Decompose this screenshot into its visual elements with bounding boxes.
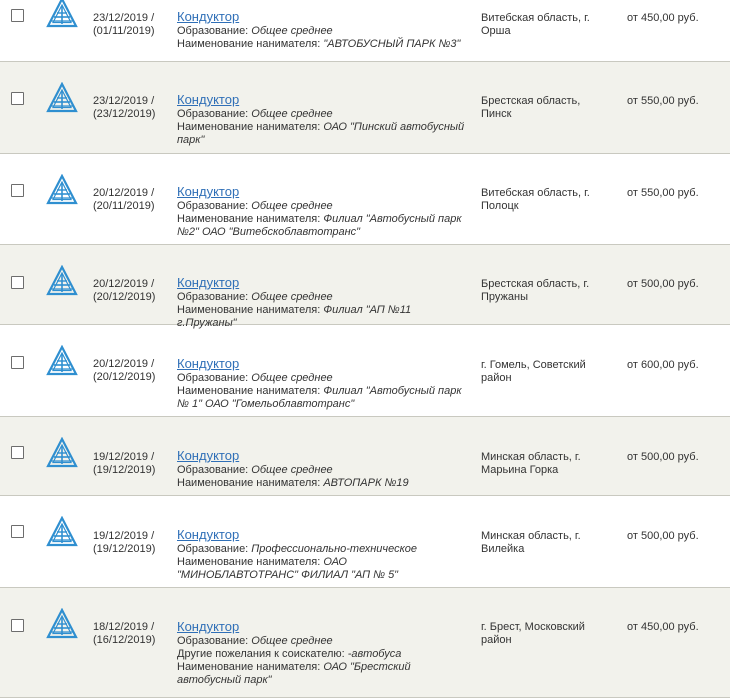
vacancy-details	[177, 25, 467, 51]
vacancy-info	[177, 275, 467, 330]
detail-value: ОАО "Пинский автобусный парк"	[177, 121, 465, 146]
vacancy-row	[0, 325, 730, 417]
original-date: (20/12/2019)	[93, 291, 156, 303]
detail-line	[177, 200, 467, 213]
select-checkbox[interactable]	[11, 9, 24, 22]
detail-line	[177, 38, 467, 51]
vacancy-title-link[interactable]: Кондуктор	[177, 619, 240, 634]
detail-value: Общее среднее	[251, 200, 333, 212]
posted-date: 20/12/2019 /	[93, 358, 155, 370]
detail-line	[177, 213, 467, 239]
posted-date: 23/12/2019 /	[93, 12, 155, 24]
vacancy-salary: от 600,00 руб.	[627, 359, 699, 371]
detail-line	[177, 661, 467, 687]
posted-date: 20/12/2019 /	[93, 278, 155, 290]
original-date: (23/12/2019)	[93, 108, 156, 120]
vacancy-location: Брестская область, г. Пружаны	[481, 278, 590, 303]
detail-label: Образование:	[177, 200, 252, 212]
publication-date	[93, 12, 159, 38]
detail-line	[177, 291, 467, 304]
vacancy-title-link[interactable]: Кондуктор	[177, 92, 240, 107]
publication-date	[93, 278, 159, 304]
original-date: (20/12/2019)	[93, 371, 156, 383]
vacancy-info	[177, 184, 467, 239]
original-date: (19/12/2019)	[93, 543, 156, 555]
select-checkbox[interactable]	[11, 92, 24, 105]
vacancy-salary: от 550,00 руб.	[627, 95, 699, 107]
vacancy-row	[0, 62, 730, 154]
original-date: (01/11/2019)	[93, 25, 155, 37]
detail-value: Общее среднее	[251, 25, 333, 37]
triangle-emblem-icon	[46, 608, 78, 640]
vacancy-row	[0, 417, 730, 496]
detail-line	[177, 464, 467, 477]
detail-label: Образование:	[177, 108, 252, 120]
detail-label: Образование:	[177, 372, 252, 384]
vacancy-info	[177, 92, 467, 147]
vacancy-details	[177, 464, 467, 490]
vacancy-location: Брестская область, Пинск	[481, 95, 581, 120]
detail-label: Наименование нанимателя:	[177, 556, 324, 568]
vacancy-title-link[interactable]: Кондуктор	[177, 448, 240, 463]
detail-label: Образование:	[177, 543, 252, 555]
vacancy-info	[177, 356, 467, 411]
triangle-emblem-icon	[46, 265, 78, 297]
detail-label: Наименование нанимателя:	[177, 38, 324, 50]
detail-label: Наименование нанимателя:	[177, 121, 324, 133]
vacancy-location: Витебская область, г. Полоцк	[481, 187, 590, 212]
vacancy-details	[177, 108, 467, 147]
vacancy-details	[177, 543, 467, 582]
vacancy-title-link[interactable]: Кондуктор	[177, 184, 240, 199]
detail-value: АВТОПАРК №19	[323, 477, 409, 489]
vacancy-salary: от 450,00 руб.	[627, 12, 699, 24]
posted-date: 19/12/2019 /	[93, 530, 155, 542]
original-date: (19/12/2019)	[93, 464, 156, 476]
publication-date	[93, 621, 159, 647]
detail-value: Филиал "АП №11 г.Пружаны"	[177, 304, 412, 329]
detail-label: Образование:	[177, 25, 252, 37]
vacancy-row	[0, 245, 730, 329]
vacancy-title-link[interactable]: Кондуктор	[177, 527, 240, 542]
vacancy-title-link[interactable]: Кондуктор	[177, 9, 240, 24]
detail-label: Образование:	[177, 291, 252, 303]
detail-line	[177, 556, 467, 582]
original-date: (16/12/2019)	[93, 634, 156, 646]
publication-date	[93, 530, 159, 556]
detail-label: Образование:	[177, 464, 252, 476]
triangle-emblem-icon	[46, 82, 78, 114]
vacancy-salary: от 500,00 руб.	[627, 530, 699, 542]
detail-value: Общее среднее	[251, 108, 333, 120]
vacancy-row	[0, 0, 730, 62]
detail-value: -автобуса	[347, 648, 402, 660]
select-checkbox[interactable]	[11, 184, 24, 197]
detail-value: Профессионально-техническое	[251, 543, 418, 555]
detail-value: Общее среднее	[251, 464, 333, 476]
vacancy-title-link[interactable]: Кондуктор	[177, 356, 240, 371]
original-date: (20/11/2019)	[93, 200, 155, 212]
select-checkbox[interactable]	[11, 525, 24, 538]
triangle-emblem-icon	[46, 516, 78, 548]
select-checkbox[interactable]	[11, 276, 24, 289]
detail-value: Общее среднее	[251, 372, 333, 384]
vacancy-row	[0, 154, 730, 245]
detail-label: Наименование нанимателя:	[177, 304, 324, 316]
detail-line	[177, 121, 467, 147]
vacancy-row	[0, 588, 730, 698]
vacancy-location: Витебская область, г. Орша	[481, 12, 590, 37]
vacancy-salary: от 500,00 руб.	[627, 278, 699, 290]
triangle-emblem-icon	[46, 0, 78, 29]
triangle-emblem-icon	[46, 345, 78, 377]
detail-label: Наименование нанимателя:	[177, 477, 324, 489]
detail-value: Общее среднее	[251, 635, 333, 647]
select-checkbox[interactable]	[11, 356, 24, 369]
vacancy-details	[177, 372, 467, 411]
posted-date: 20/12/2019 /	[93, 187, 155, 199]
detail-label: Наименование нанимателя:	[177, 385, 324, 397]
publication-date	[93, 95, 159, 121]
vacancy-info	[177, 448, 467, 490]
triangle-emblem-icon	[46, 437, 78, 469]
vacancy-location: г. Гомель, Советский район	[481, 359, 586, 384]
detail-line	[177, 372, 467, 385]
detail-line	[177, 108, 467, 121]
vacancy-salary: от 500,00 руб.	[627, 451, 699, 463]
detail-value: "АВТОБУСНЫЙ ПАРК №3"	[323, 38, 461, 50]
vacancy-details	[177, 200, 467, 239]
detail-line	[177, 385, 467, 411]
detail-label: Наименование нанимателя:	[177, 661, 324, 673]
detail-label: Другие пожелания к соискателю:	[177, 648, 348, 660]
vacancy-details	[177, 635, 467, 687]
detail-value: ОАО "МИНОБЛАВТОТРАНС" ФИЛИАЛ "АП № 5"	[177, 556, 399, 581]
select-checkbox[interactable]	[11, 446, 24, 459]
vacancy-location: Минская область, г. Вилейка	[481, 530, 581, 555]
detail-label: Наименование нанимателя:	[177, 213, 324, 225]
posted-date: 19/12/2019 /	[93, 451, 155, 463]
detail-line	[177, 635, 467, 648]
vacancy-info	[177, 619, 467, 687]
detail-line	[177, 648, 467, 661]
detail-line	[177, 543, 467, 556]
publication-date	[93, 187, 159, 213]
triangle-emblem-icon	[46, 174, 78, 206]
vacancy-info	[177, 9, 467, 51]
detail-value: Общее среднее	[251, 291, 333, 303]
detail-value: Филиал "Автобусный парк №2" ОАО "Витебскоблавтотранс"	[177, 213, 462, 238]
vacancy-salary: от 550,00 руб.	[627, 187, 699, 199]
detail-line	[177, 477, 467, 490]
vacancy-location: г. Брест, Московский район	[481, 621, 585, 646]
posted-date: 23/12/2019 /	[93, 95, 155, 107]
vacancy-title-link[interactable]: Кондуктор	[177, 275, 240, 290]
detail-label: Образование:	[177, 635, 252, 647]
detail-value: Филиал "Автобусный парк № 1" ОАО "Гомельоблавтотранс"	[177, 385, 462, 410]
select-checkbox[interactable]	[11, 619, 24, 632]
detail-value: ОАО "Брестский автобусный парк"	[177, 661, 411, 686]
posted-date: 18/12/2019 /	[93, 621, 155, 633]
publication-date	[93, 358, 159, 384]
vacancy-info	[177, 527, 467, 582]
publication-date	[93, 451, 159, 477]
detail-line	[177, 25, 467, 38]
vacancy-row	[0, 496, 730, 588]
vacancy-salary: от 450,00 руб.	[627, 621, 699, 633]
vacancy-location: Минская область, г. Марьина Горка	[481, 451, 581, 476]
